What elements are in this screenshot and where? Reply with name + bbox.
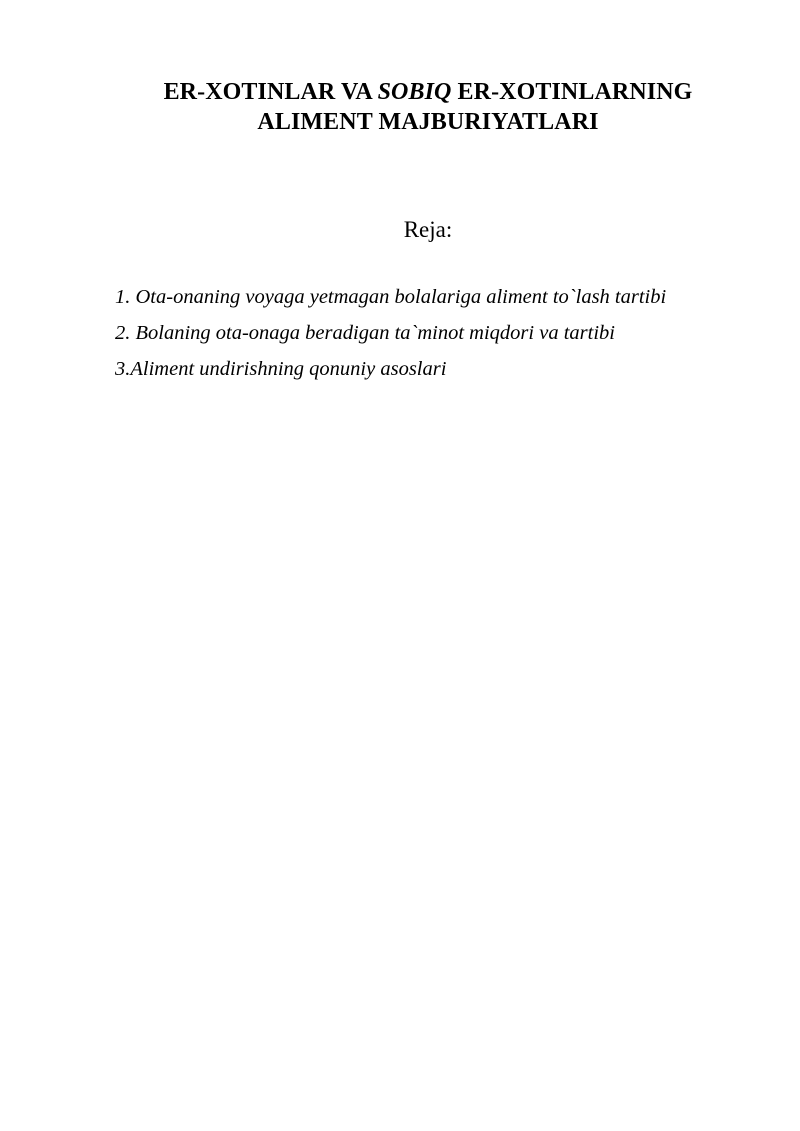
title-text-part-1: ER-XOTINLAR VA bbox=[163, 79, 378, 105]
title-text-part-2: ER-XOTINLARNING bbox=[451, 79, 693, 105]
plan-item-3: 3.Aliment undirishning qonuniy asoslari bbox=[115, 358, 447, 380]
document-title-line-2: ALIMENT MAJBURIYATLARI bbox=[257, 109, 599, 135]
title-text-italic: SOBIQ bbox=[377, 79, 452, 105]
plan-item-2: 2. Bolaning ota-onaga beradigan ta`minot miqdori va tartibi bbox=[115, 322, 615, 344]
plan-item-1: 1. Ota-onaning voyaga yetmagan bolalariga aliment to`lash tartibi bbox=[115, 286, 667, 308]
plan-list bbox=[115, 284, 755, 392]
plan-heading: Reja: bbox=[403, 217, 453, 242]
document-title-line-1 bbox=[110, 78, 746, 107]
